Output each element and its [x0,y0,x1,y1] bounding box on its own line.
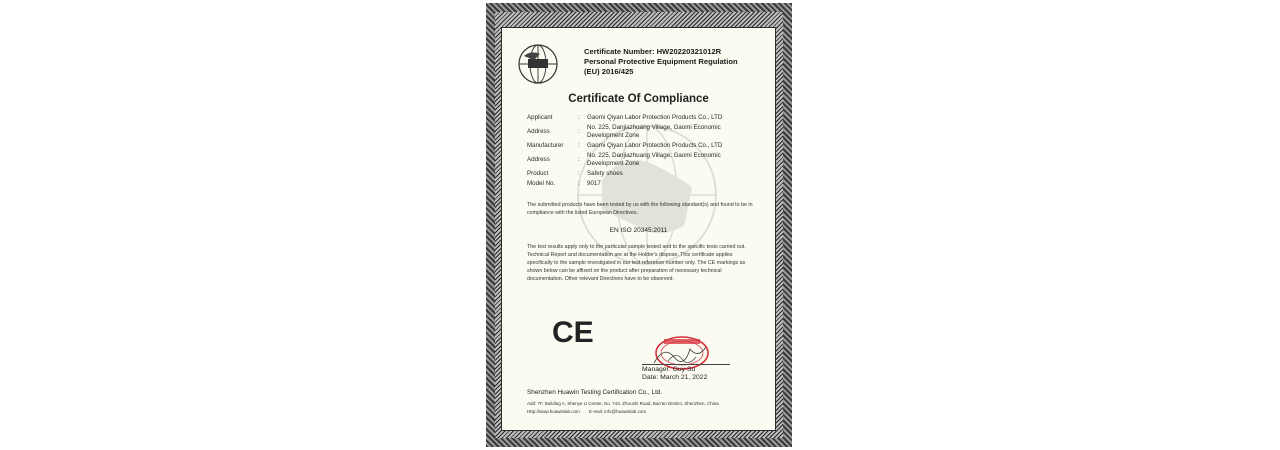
field-value: Safety shoes [587,170,623,177]
field-value: Gaomi Qiyan Labor Protection Products Co., LTD [587,114,723,121]
field-colon: : [578,142,580,149]
field-label: Applicant [527,114,553,121]
field-value: No. 225, Danjiazhuang Village, Gaomi Economic Development Zone [587,124,721,139]
certificate-document [502,28,775,430]
issuer-website: Http://www.huawinlab.com [527,409,580,414]
field-value: 9017 [587,180,601,187]
ce-mark-icon [552,316,594,346]
document-title: Certificate Of Compliance [568,93,709,105]
field-colon: : [578,156,580,163]
field-value: No. 225, Danjiazhuang Village, Gaomi Economic Development Zone [587,152,721,167]
field-label: Address [527,128,550,135]
ce-mark-text: CE [552,316,594,346]
issuer-web-email [527,408,719,416]
regulation-line-1: Personal Protective Equipment Regulation [584,57,738,66]
disclaimer-text: The test results apply only to the particular sample tested and to the specific tests carried out. Technical Report and documentation are at the Holder's dispose. This certificate applies specifically to the sample investigated in our test reference number only. The CE markings as shown below can be affixed on the product after preparation of necessary technical documentation. Other relevant Directives have to be observed. [527,244,746,282]
signature-block [642,366,707,382]
field-label: Manufacturer [527,142,564,149]
issue-date: Date: March 21, 2022 [642,374,708,381]
field-label: Address [527,156,550,163]
certificate-header [584,47,738,77]
field-colon: : [578,128,580,135]
issuer-address: Add: 7F, Building A, Shenye U Center, No. 743, Zhoushi Road, Bao'an District, Shenzhen, China [527,401,719,406]
standard-reference: EN ISO 20345:2011 [609,227,668,234]
field-colon: : [578,180,580,187]
certificate-number: Certificate Number: HW20220321012R [584,47,722,56]
test-statement: The submitted products have been tested by us with the following standard(s) and found to be in compliance with the listed European Directives. [527,202,753,216]
manager-name: Manager: Guy Su [642,366,696,373]
issuer-email: E-mail: info@huawinlab.com [589,409,647,414]
signature-line [642,364,730,365]
huawin-globe-logo-icon [516,42,560,86]
field-colon: : [578,170,580,177]
field-label: Product [527,170,549,177]
regulation-line-2: (EU) 2016/425 [584,67,634,76]
field-label: Model No. [527,180,556,187]
field-colon: : [578,114,580,121]
field-value: Gaomi Qiyan Labor Protection Products Co., LTD [587,142,723,149]
issuer-contact [527,400,719,416]
issuer-company-name: Shenzhen Huawin Testing Certification Co., Ltd. [527,389,663,396]
